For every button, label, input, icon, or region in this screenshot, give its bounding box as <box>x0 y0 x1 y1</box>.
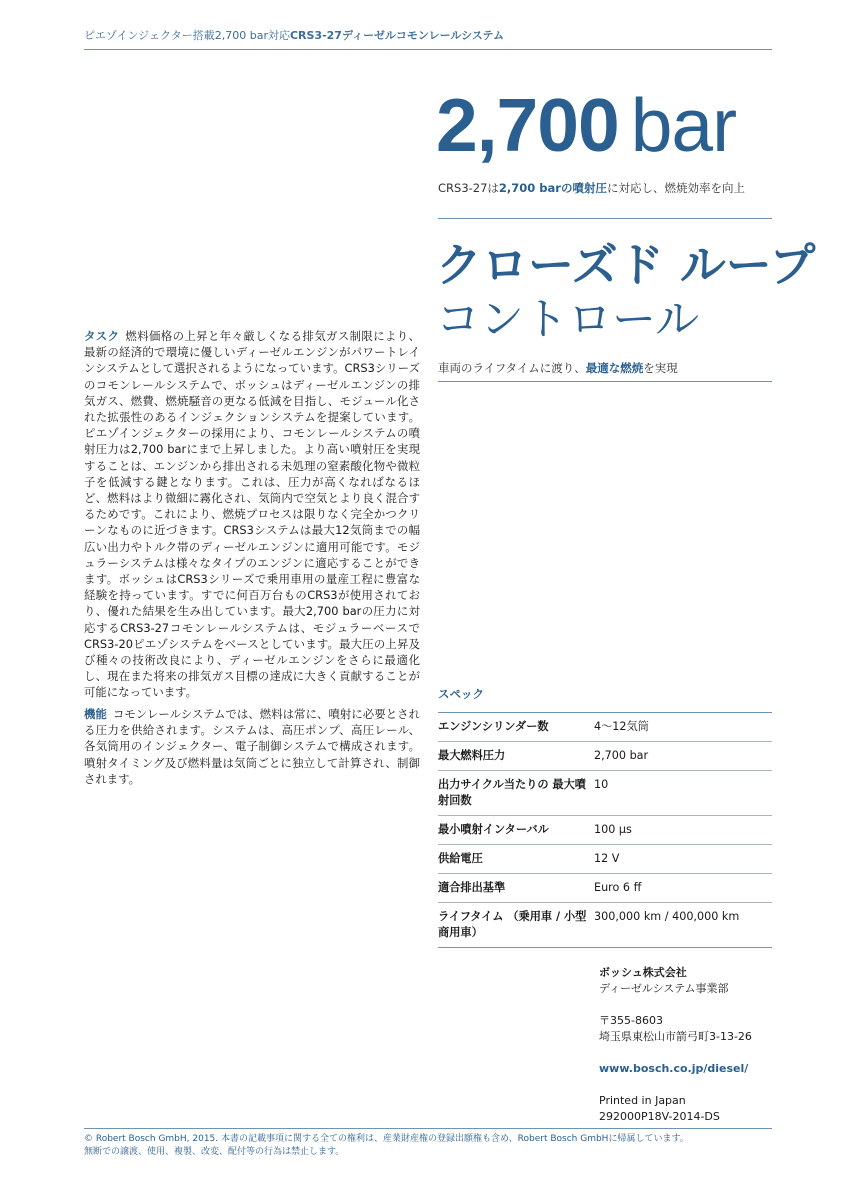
function-label: 機能 <box>84 707 107 721</box>
table-row <box>438 816 772 845</box>
spec-key: ライフタイム （乗用車 / 小型商用車） <box>438 903 594 948</box>
copyright-line2: 無断での譲渡、使用、複製、改変、配付等の行為は禁止します。 <box>84 1147 345 1157</box>
pressure-unit: bar <box>630 83 737 167</box>
table-row <box>438 874 772 903</box>
spec-value: 2,700 bar <box>594 742 772 771</box>
header-prefix: ピエゾインジェクター搭載2,700 bar対応 <box>84 29 290 42</box>
table-row <box>438 713 772 742</box>
company-info <box>599 965 752 1125</box>
feature-heading-line2: コントロール <box>436 294 700 345</box>
pressure-subtitle-emph: 2,700 barの噴射圧 <box>498 181 607 195</box>
spec-value: 10 <box>594 771 772 816</box>
spec-key: 出力サイクル当たりの 最大噴射回数 <box>438 771 594 816</box>
spec-key: 最小噴射インターバル <box>438 816 594 845</box>
task-text: 燃料価格の上昇と年々厳しくなる排気ガス制限により、最新の経済的で環境に優しいディーゼルエンジンがパワートレインシステムとして選択されるようになっています。CRS3シリーズのコモンレールシステムで、ボッシュはディーゼルエンジンの排気ガス、燃費、燃焼騒音の更なる低減を目指し、モジュール化された拡張性のあるインジェクションシステムを提案しています。ピエゾインジェクターの採用により、コモンレールシステムの噴射圧力は2,700 barにまで上昇しました。より高い噴射圧を実現することは、エンジンから排出される未処理の窒素酸化物や微粒子を低減する鍵となります。これは、圧力が高くなればなるほど、燃料はより微細に霧化され、気筒内で空気とより良く混合するためです。これにより、燃焼プロセスは限りなく完全かつクリーンなものに近づきます。CRS3システムは最大12気筒までの幅広い出力やトルク帯のディーゼルエンジンに適用可能です。モジュラーシステムは様々なタイプのエンジンに適応することができます。ボッシュはCRS3シリーズで乗用車用の量産工程に豊富な経験を持っています。すでに何百万台ものCRS3が使用されており、優れた結果を生み出しています。最大2,700 barの圧力に対応するCRS3-27コモンレールシステムは、モジュラーベースでCRS3-20ピエゾシステムをベースとしています。最大圧の上昇及び種々の技術改良により、ディーゼルエンジンをさらに最適化し、現在また将来の排気ガス目標の達成に大きく貢献することが可能になっています。 <box>84 329 420 700</box>
task-label: タスク <box>84 329 120 343</box>
function-text: コモンレールシステムでは、燃料は常に、噴射に必要とされる圧力を供給されます。システムは、高圧ポンプ、高圧レール、各気筒用のインジェクター、電子制御システムで構成されます。噴射タイミング及び燃料量は気筒ごとに独立して計算され、制御されます。 <box>84 707 420 786</box>
feature-subtitle-post: を実現 <box>643 361 678 375</box>
table-row <box>438 903 772 948</box>
spec-value: 12 V <box>594 845 772 874</box>
printed-note: Printed in Japan <box>599 1094 686 1107</box>
pressure-subtitle-post: に対応し、燃焼効率を向上 <box>606 181 745 195</box>
company-address: 埼玉県東松山市箭弓町3-13-26 <box>599 1030 752 1043</box>
table-row <box>438 771 772 816</box>
pressure-headline <box>436 83 737 167</box>
pressure-subtitle-pre: CRS3-27は <box>438 181 499 195</box>
feature-heading-line1: クローズド ループ <box>436 238 816 292</box>
spec-title: スペック <box>438 687 484 701</box>
header-product-name: CRS3-27ディーゼルコモンレールシステム <box>289 29 504 42</box>
spec-table <box>438 712 772 948</box>
task-paragraph <box>84 328 420 701</box>
company-division: ディーゼルシステム事業部 <box>599 982 729 995</box>
company-name: ボッシュ株式会社 <box>599 966 687 979</box>
feature-subtitle <box>438 360 678 376</box>
divider <box>438 218 772 219</box>
copyright-footer <box>84 1128 772 1159</box>
spec-value: 300,000 km / 400,000 km <box>594 903 772 948</box>
spec-value: 100 µs <box>594 816 772 845</box>
spec-key: 供給電圧 <box>438 845 594 874</box>
copyright-line1: © Robert Bosch GmbH, 2015. 本書の記載事項に関する全ての権利は、産業財産権の登録出願権も含め、Robert Bosch GmbHに帰属しています。 <box>84 1134 689 1144</box>
spec-key: 最大燃料圧力 <box>438 742 594 771</box>
spec-key: エンジンシリンダー数 <box>438 713 594 742</box>
pressure-number: 2,700 <box>436 83 619 167</box>
spec-value: Euro 6 ff <box>594 874 772 903</box>
table-row <box>438 742 772 771</box>
divider <box>438 381 772 382</box>
running-header <box>84 27 772 50</box>
spec-key: 適合排出基準 <box>438 874 594 903</box>
document-code: 292000P18V-2014-DS <box>599 1110 720 1123</box>
pressure-subtitle <box>438 180 745 196</box>
feature-subtitle-pre: 車両のライフタイムに渡り、 <box>438 361 586 375</box>
postal-code: 〒355-8603 <box>599 1014 663 1027</box>
spec-value: 4～12気筒 <box>594 713 772 742</box>
company-website-link[interactable]: www.bosch.co.jp/diesel/ <box>599 1062 749 1075</box>
table-row <box>438 845 772 874</box>
feature-subtitle-emph: 最適な燃焼 <box>585 361 644 375</box>
function-paragraph <box>84 706 420 787</box>
